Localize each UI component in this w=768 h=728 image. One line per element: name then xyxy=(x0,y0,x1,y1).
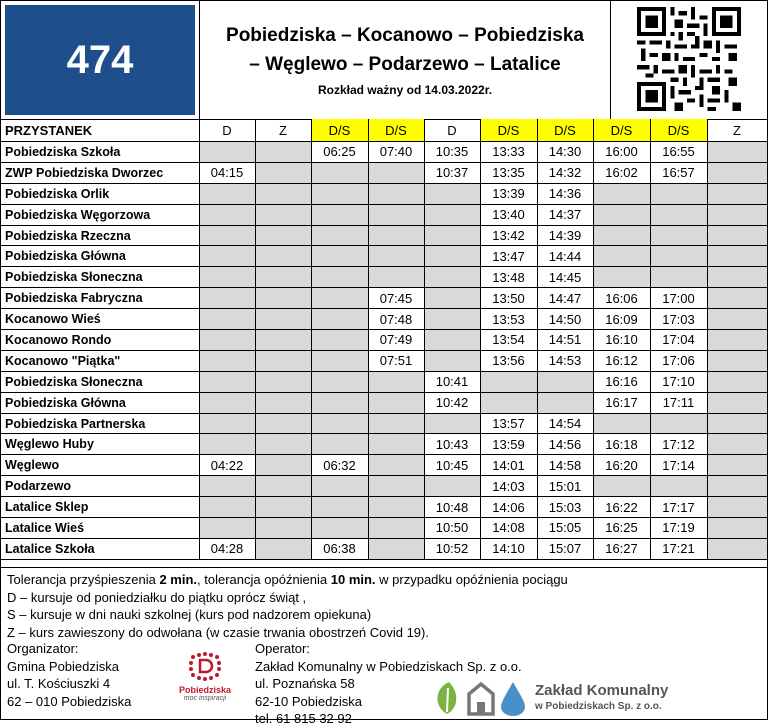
stop-name: Pobiedziska Szkoła xyxy=(1,142,199,163)
departure-time xyxy=(368,204,424,225)
departure-time xyxy=(255,476,311,497)
day-type-header: D/S xyxy=(650,119,707,142)
departure-time xyxy=(707,476,767,497)
pobiedziska-emblem-icon xyxy=(188,652,222,682)
departure-time: 04:28 xyxy=(199,538,255,559)
zk-logo-title: Zakład Komunalny xyxy=(535,682,669,699)
departure-time: 10:45 xyxy=(424,455,480,476)
departure-time xyxy=(255,413,311,434)
table-row xyxy=(1,142,767,163)
departure-time xyxy=(255,538,311,559)
departure-time xyxy=(368,476,424,497)
departure-time: 07:40 xyxy=(368,142,424,163)
departure-time: 10:37 xyxy=(424,162,480,183)
departure-time: 07:48 xyxy=(368,309,424,330)
day-type-header: D xyxy=(199,119,255,142)
zk-logo xyxy=(431,678,761,718)
leaf-icon xyxy=(437,682,456,714)
departure-time xyxy=(255,309,311,330)
departure-time xyxy=(199,371,255,392)
departure-time xyxy=(368,434,424,455)
departure-time xyxy=(311,497,368,518)
pobiedziska-logo-name: Pobiedziska xyxy=(178,685,232,695)
departure-time xyxy=(593,246,650,267)
day-type-header: D/S xyxy=(368,119,424,142)
departure-time: 15:05 xyxy=(537,518,593,539)
departure-time xyxy=(255,392,311,413)
departure-time xyxy=(255,142,311,163)
departure-time xyxy=(424,204,480,225)
table-row xyxy=(1,330,767,351)
departure-time xyxy=(199,497,255,518)
departure-time xyxy=(707,225,767,246)
departure-time xyxy=(707,183,767,204)
stop-name: Pobiedziska Węgorzowa xyxy=(1,204,199,225)
departure-time xyxy=(255,162,311,183)
departure-time: 13:48 xyxy=(480,267,537,288)
departure-time xyxy=(424,288,480,309)
departure-time xyxy=(311,392,368,413)
departure-time xyxy=(368,162,424,183)
departure-time: 16:27 xyxy=(593,538,650,559)
departure-time: 14:32 xyxy=(537,162,593,183)
departure-time: 13:54 xyxy=(480,330,537,351)
departure-time xyxy=(368,371,424,392)
departure-time: 14:10 xyxy=(480,538,537,559)
departure-time xyxy=(707,350,767,371)
departure-time xyxy=(311,309,368,330)
departure-time: 10:42 xyxy=(424,392,480,413)
departure-time xyxy=(311,162,368,183)
table-row xyxy=(1,350,767,371)
departure-time: 10:48 xyxy=(424,497,480,518)
stop-name: Pobiedziska Słoneczna xyxy=(1,371,199,392)
departure-time xyxy=(707,455,767,476)
departure-time: 07:49 xyxy=(368,330,424,351)
departure-time: 13:53 xyxy=(480,309,537,330)
departure-time xyxy=(311,434,368,455)
departure-time: 13:57 xyxy=(480,413,537,434)
departure-time: 16:06 xyxy=(593,288,650,309)
departure-time xyxy=(311,476,368,497)
departure-time xyxy=(424,246,480,267)
table-row xyxy=(1,267,767,288)
stop-name: Węglewo xyxy=(1,455,199,476)
legend-d: D – kursuje od poniedziałku do piątku oprócz świąt , xyxy=(7,589,307,605)
departure-time: 13:35 xyxy=(480,162,537,183)
departure-time: 13:39 xyxy=(480,183,537,204)
departure-time: 16:57 xyxy=(650,162,707,183)
stop-column-header: PRZYSTANEK xyxy=(1,119,199,142)
departure-time xyxy=(650,246,707,267)
departure-time xyxy=(537,371,593,392)
stop-name: Pobiedziska Partnerska xyxy=(1,413,199,434)
route-title-line2: – Węglewo – Podarzewo – Latalice xyxy=(249,54,561,75)
departure-time xyxy=(311,330,368,351)
house-icon xyxy=(469,684,493,714)
departure-time xyxy=(424,183,480,204)
departure-time: 14:06 xyxy=(480,497,537,518)
departure-time xyxy=(707,309,767,330)
table-row xyxy=(1,183,767,204)
departure-time xyxy=(311,371,368,392)
departure-time xyxy=(650,267,707,288)
operator-city: 62-10 Pobiedziska xyxy=(255,693,362,709)
timetable-header-row xyxy=(1,119,767,142)
departure-time xyxy=(368,538,424,559)
departure-time: 13:50 xyxy=(480,288,537,309)
departure-time: 16:55 xyxy=(650,142,707,163)
departure-time xyxy=(707,371,767,392)
departure-time: 13:56 xyxy=(480,350,537,371)
departure-time xyxy=(480,392,537,413)
departure-time xyxy=(199,142,255,163)
departure-time xyxy=(311,267,368,288)
departure-time xyxy=(255,246,311,267)
day-type-header: Z xyxy=(255,119,311,142)
departure-time xyxy=(199,392,255,413)
table-row xyxy=(1,162,767,183)
departure-time: 14:45 xyxy=(537,267,593,288)
table-row xyxy=(1,392,767,413)
departure-time: 14:54 xyxy=(537,413,593,434)
departure-time xyxy=(255,455,311,476)
stop-name: Latalice Wieś xyxy=(1,518,199,539)
pobiedziska-logo xyxy=(171,652,239,710)
departure-time xyxy=(255,267,311,288)
departure-time xyxy=(424,330,480,351)
departure-time: 14:44 xyxy=(537,246,593,267)
stop-name: Węglewo Huby xyxy=(1,434,199,455)
route-title-box xyxy=(199,1,611,119)
departure-time xyxy=(368,392,424,413)
departure-time: 16:02 xyxy=(593,162,650,183)
timetable xyxy=(1,119,768,560)
departure-time xyxy=(368,225,424,246)
stop-name: Latalice Sklep xyxy=(1,497,199,518)
departure-time: 06:25 xyxy=(311,142,368,163)
departure-time xyxy=(368,246,424,267)
tolerance-note: Tolerancja przyśpieszenia 2 min., tolerancja opóźnienia 10 min. w przypadku opóźnienia pociągu xyxy=(7,572,568,587)
departure-time xyxy=(593,204,650,225)
departure-time xyxy=(593,267,650,288)
table-row xyxy=(1,455,767,476)
stop-name: Latalice Szkoła xyxy=(1,538,199,559)
table-row xyxy=(1,413,767,434)
table-row xyxy=(1,538,767,559)
departure-time xyxy=(199,288,255,309)
departure-time xyxy=(707,267,767,288)
departure-time: 14:50 xyxy=(537,309,593,330)
pobiedziska-logo-slogan: moc inspiracji xyxy=(183,695,227,702)
day-type-header: Z xyxy=(707,119,767,142)
departure-time xyxy=(593,183,650,204)
departure-time xyxy=(707,413,767,434)
departure-time: 15:03 xyxy=(537,497,593,518)
operator-phone: tel. 61 815 32 92 xyxy=(255,711,352,726)
departure-time xyxy=(199,330,255,351)
organizer-block xyxy=(7,640,131,710)
table-row xyxy=(1,225,767,246)
departure-time xyxy=(593,225,650,246)
zk-icons xyxy=(431,678,531,718)
departure-time: 14:30 xyxy=(537,142,593,163)
departure-time xyxy=(311,413,368,434)
departure-time xyxy=(199,434,255,455)
operator-name: Zakład Komunalny w Pobiedziskach Sp. z o.o. xyxy=(255,658,522,674)
departure-time xyxy=(199,350,255,371)
operator-label: Operator: xyxy=(255,641,310,656)
departure-time: 10:52 xyxy=(424,538,480,559)
departure-time xyxy=(199,267,255,288)
departure-time: 07:45 xyxy=(368,288,424,309)
departure-time: 17:03 xyxy=(650,309,707,330)
departure-time xyxy=(707,162,767,183)
departure-time xyxy=(255,518,311,539)
departure-time xyxy=(311,350,368,371)
departure-time: 13:59 xyxy=(480,434,537,455)
departure-time xyxy=(255,497,311,518)
legend-z: Z – kurs zawieszony do odwołana (w czasie trwania obostrzeń Covid 19). xyxy=(7,624,429,640)
departure-time xyxy=(199,183,255,204)
legend-notes xyxy=(7,571,568,641)
departure-time xyxy=(311,204,368,225)
stop-name: Pobiedziska Fabryczna xyxy=(1,288,199,309)
departure-time xyxy=(311,225,368,246)
departure-time: 16:00 xyxy=(593,142,650,163)
departure-time: 16:12 xyxy=(593,350,650,371)
departure-time xyxy=(424,267,480,288)
departure-time xyxy=(255,330,311,351)
departure-time: 17:12 xyxy=(650,434,707,455)
departure-time: 16:22 xyxy=(593,497,650,518)
departure-time xyxy=(424,413,480,434)
departure-time: 10:41 xyxy=(424,371,480,392)
departure-time: 10:43 xyxy=(424,434,480,455)
departure-time: 06:32 xyxy=(311,455,368,476)
departure-time: 17:21 xyxy=(650,538,707,559)
departure-time: 17:17 xyxy=(650,497,707,518)
departure-time: 13:40 xyxy=(480,204,537,225)
operator-street: ul. Poznańska 58 xyxy=(255,676,355,691)
departure-time: 10:35 xyxy=(424,142,480,163)
departure-time xyxy=(707,434,767,455)
departure-time: 14:39 xyxy=(537,225,593,246)
stop-name: Kocanowo Wieś xyxy=(1,309,199,330)
departure-time xyxy=(424,225,480,246)
qr-code-icon xyxy=(637,7,741,111)
departure-time: 14:01 xyxy=(480,455,537,476)
departure-time xyxy=(707,330,767,351)
departure-time xyxy=(424,309,480,330)
departure-time: 17:19 xyxy=(650,518,707,539)
departure-time xyxy=(311,183,368,204)
stop-name: Pobiedziska Orlik xyxy=(1,183,199,204)
departure-time xyxy=(255,434,311,455)
stop-name: Pobiedziska Rzeczna xyxy=(1,225,199,246)
departure-time: 16:17 xyxy=(593,392,650,413)
departure-time: 17:06 xyxy=(650,350,707,371)
water-drop-icon xyxy=(501,682,525,716)
departure-time: 04:15 xyxy=(199,162,255,183)
departure-time: 14:53 xyxy=(537,350,593,371)
departure-time xyxy=(255,204,311,225)
legend-s: S – kursuje w dni nauki szkolnej (kurs pod nadzorem opiekuna) xyxy=(7,607,372,622)
route-number: 474 xyxy=(5,5,195,115)
departure-time xyxy=(199,225,255,246)
departure-time xyxy=(707,518,767,539)
table-row xyxy=(1,518,767,539)
timetable-body xyxy=(1,142,767,560)
departure-time: 15:07 xyxy=(537,538,593,559)
table-row xyxy=(1,204,767,225)
departure-time: 14:36 xyxy=(537,183,593,204)
day-type-header: D/S xyxy=(593,119,650,142)
departure-time xyxy=(255,350,311,371)
departure-time: 17:11 xyxy=(650,392,707,413)
departure-time xyxy=(255,183,311,204)
table-row xyxy=(1,371,767,392)
departure-time: 14:56 xyxy=(537,434,593,455)
departure-time xyxy=(199,309,255,330)
departure-time xyxy=(480,371,537,392)
departure-time xyxy=(707,204,767,225)
departure-time xyxy=(424,350,480,371)
departure-time: 16:20 xyxy=(593,455,650,476)
day-type-header: D/S xyxy=(480,119,537,142)
departure-time xyxy=(311,246,368,267)
departure-time: 16:09 xyxy=(593,309,650,330)
departure-time xyxy=(707,288,767,309)
departure-time xyxy=(199,246,255,267)
departure-time xyxy=(424,476,480,497)
stop-name: Pobiedziska Słoneczna xyxy=(1,267,199,288)
organizer-name: Gmina Pobiedziska xyxy=(7,658,119,674)
departure-time: 14:37 xyxy=(537,204,593,225)
valid-from: Rozkład ważny od 14.03.2022r. xyxy=(317,83,493,97)
departure-time: 14:51 xyxy=(537,330,593,351)
table-row xyxy=(1,476,767,497)
departure-time xyxy=(368,183,424,204)
stop-name: ZWP Pobiedziska Dworzec xyxy=(1,162,199,183)
departure-time xyxy=(707,246,767,267)
departure-time xyxy=(311,288,368,309)
departure-time xyxy=(650,476,707,497)
stop-name: Kocanowo "Piątka" xyxy=(1,350,199,371)
departure-time xyxy=(368,518,424,539)
departure-time: 13:47 xyxy=(480,246,537,267)
departure-time xyxy=(650,225,707,246)
departure-time xyxy=(707,538,767,559)
table-row xyxy=(1,497,767,518)
departure-time: 14:08 xyxy=(480,518,537,539)
day-type-header: D xyxy=(424,119,480,142)
departure-time: 14:47 xyxy=(537,288,593,309)
footer xyxy=(1,567,767,726)
departure-time xyxy=(199,204,255,225)
departure-time: 15:01 xyxy=(537,476,593,497)
departure-time xyxy=(255,225,311,246)
departure-time xyxy=(255,288,311,309)
departure-time: 10:50 xyxy=(424,518,480,539)
departure-time xyxy=(368,455,424,476)
departure-time: 16:18 xyxy=(593,434,650,455)
organizer-city: 62 – 010 Pobiedziska xyxy=(7,693,132,709)
departure-time: 17:10 xyxy=(650,371,707,392)
departure-time: 07:51 xyxy=(368,350,424,371)
departure-time xyxy=(650,413,707,434)
departure-time xyxy=(650,183,707,204)
table-row xyxy=(1,246,767,267)
departure-time: 13:42 xyxy=(480,225,537,246)
departure-time: 16:25 xyxy=(593,518,650,539)
departure-time xyxy=(593,476,650,497)
departure-time: 13:33 xyxy=(480,142,537,163)
day-type-header: D/S xyxy=(311,119,368,142)
stop-name: Podarzewo xyxy=(1,476,199,497)
departure-time xyxy=(368,497,424,518)
departure-time: 16:10 xyxy=(593,330,650,351)
header xyxy=(1,1,767,120)
departure-time: 16:16 xyxy=(593,371,650,392)
departure-time: 17:14 xyxy=(650,455,707,476)
departure-time: 17:04 xyxy=(650,330,707,351)
stop-name: Pobiedziska Główna xyxy=(1,392,199,413)
departure-time: 17:00 xyxy=(650,288,707,309)
stop-name: Pobiedziska Główna xyxy=(1,246,199,267)
departure-time xyxy=(593,413,650,434)
departure-time xyxy=(707,142,767,163)
departure-time xyxy=(368,267,424,288)
departure-time xyxy=(368,413,424,434)
departure-time xyxy=(255,371,311,392)
departure-time xyxy=(199,518,255,539)
departure-time xyxy=(199,476,255,497)
departure-time: 04:22 xyxy=(199,455,255,476)
zk-logo-subtitle: w Pobiedziskach Sp. z o.o. xyxy=(535,701,662,712)
table-row xyxy=(1,309,767,330)
departure-time xyxy=(537,392,593,413)
departure-time: 14:58 xyxy=(537,455,593,476)
organizer-street: ul. T. Kościuszki 4 xyxy=(7,676,111,691)
departure-time xyxy=(199,413,255,434)
table-row xyxy=(1,288,767,309)
route-title-line1: Pobiedziska – Kocanowo – Pobiedziska xyxy=(226,25,584,46)
departure-time: 06:38 xyxy=(311,538,368,559)
departure-time xyxy=(707,497,767,518)
organizer-label: Organizator: xyxy=(7,641,79,656)
table-row xyxy=(1,434,767,455)
departure-time xyxy=(311,518,368,539)
departure-time xyxy=(650,204,707,225)
departure-time xyxy=(707,392,767,413)
stop-name: Kocanowo Rondo xyxy=(1,330,199,351)
departure-time: 14:03 xyxy=(480,476,537,497)
day-type-header: D/S xyxy=(537,119,593,142)
